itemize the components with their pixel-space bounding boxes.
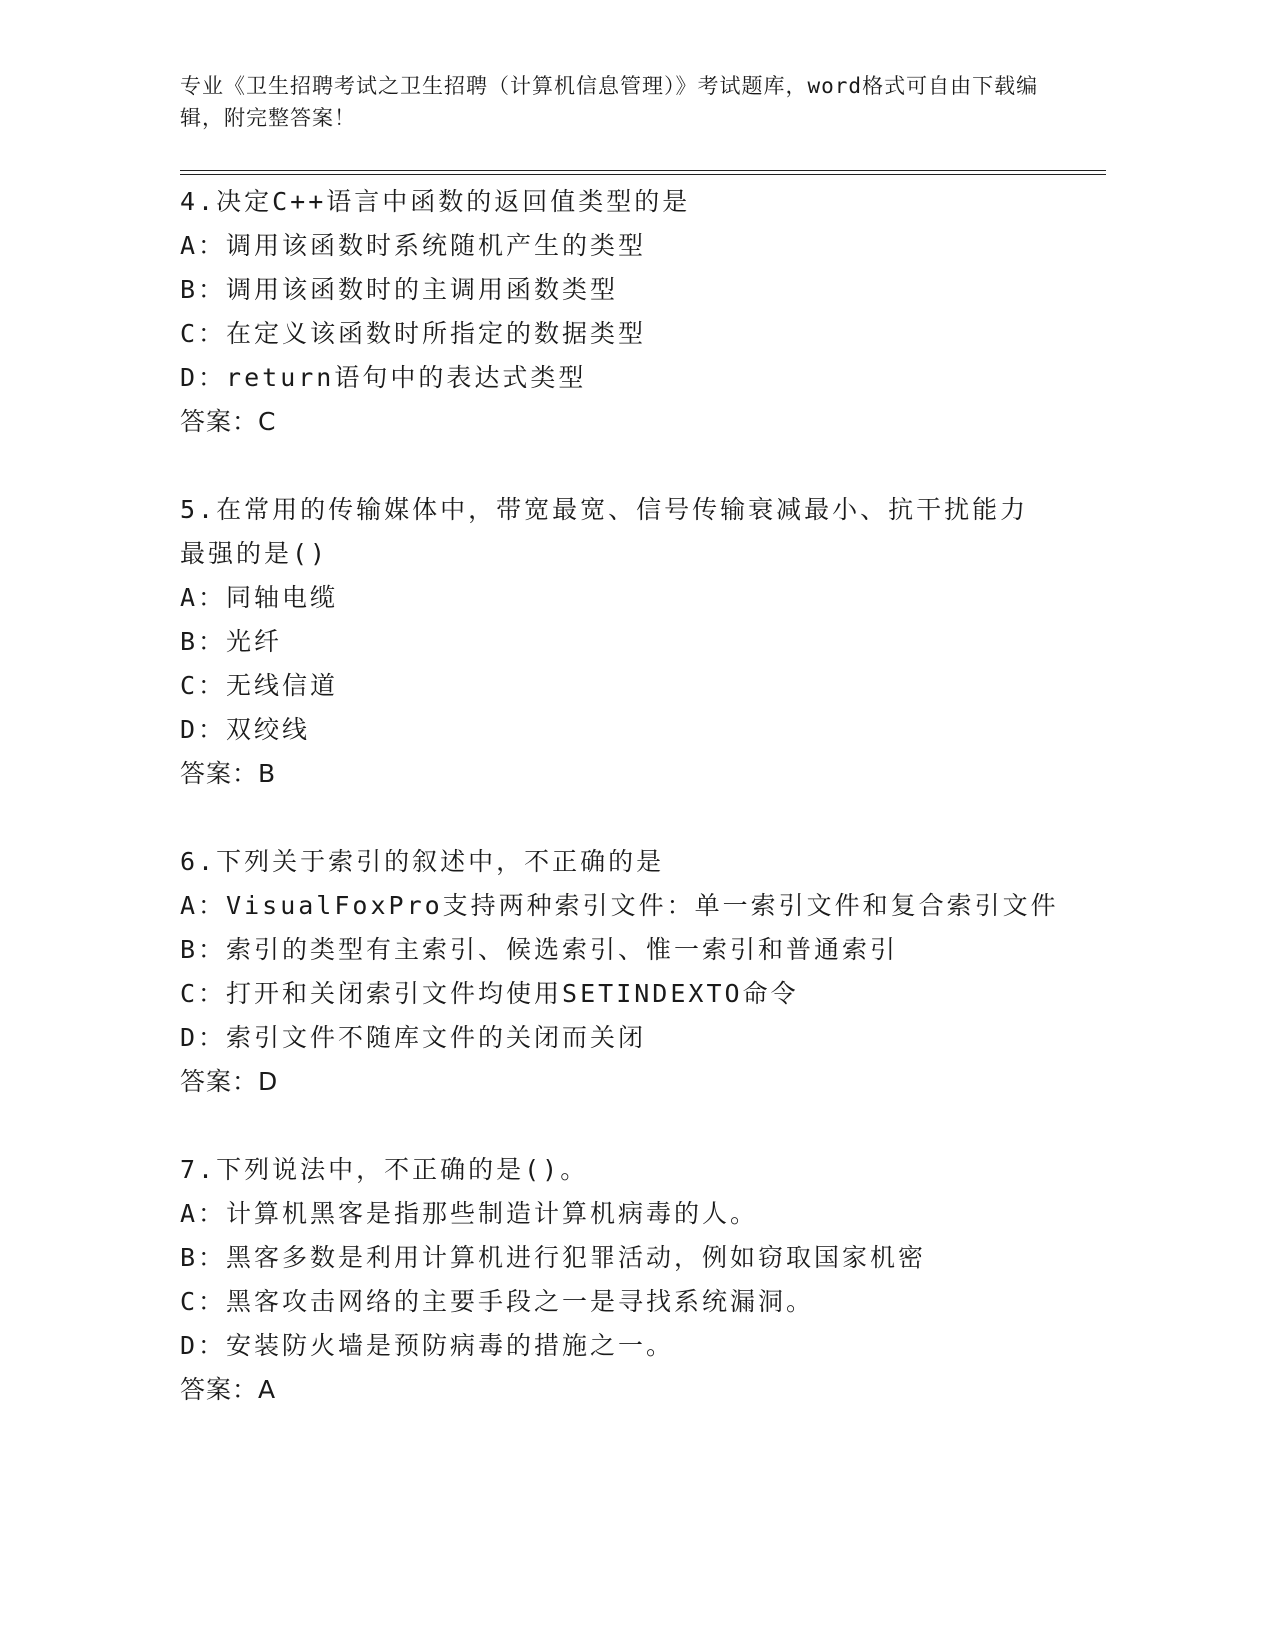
- option-b: B：黑客多数是利用计算机进行犯罪活动，例如窃取国家机密: [180, 1243, 927, 1272]
- question-5: [180, 488, 1040, 796]
- question-text: 4.决定C++语言中函数的返回值类型的是: [180, 187, 691, 216]
- option-b: B：索引的类型有主索引、候选索引、惟一索引和普通索引: [180, 935, 899, 964]
- question-text: 7.下列说法中，不正确的是()。: [180, 1155, 589, 1184]
- answer-line: 答案：B: [180, 759, 277, 788]
- option-d: D：双绞线: [180, 715, 311, 744]
- option-b: B：光纤: [180, 627, 283, 656]
- question-4: [180, 180, 1040, 444]
- question-list: [180, 180, 1059, 1456]
- question-6: [180, 840, 1059, 1104]
- question-7: [180, 1148, 1040, 1412]
- option-d: D：安装防火墙是预防病毒的措施之一。: [180, 1331, 675, 1360]
- header-divider-bottom: [180, 174, 1106, 175]
- question-text: 6.下列关于索引的叙述中，不正确的是: [180, 847, 665, 876]
- answer-line: 答案：C: [180, 407, 277, 436]
- option-a: A：同轴电缆: [180, 583, 339, 612]
- option-c: C：在定义该函数时所指定的数据类型: [180, 319, 647, 348]
- header-divider-top: [180, 170, 1106, 171]
- option-d: D：return语句中的表达式类型: [180, 363, 587, 392]
- option-a: A：计算机黑客是指那些制造计算机病毒的人。: [180, 1199, 759, 1228]
- option-d: D：索引文件不随库文件的关闭而关闭: [180, 1023, 647, 1052]
- option-b: B：调用该函数时的主调用函数类型: [180, 275, 619, 304]
- option-c: C：打开和关闭索引文件均使用SETINDEXTO命令: [180, 979, 799, 1008]
- question-text: 5.在常用的传输媒体中，带宽最宽、信号传输衰减最小、抗干扰能力最强的是(): [180, 495, 1029, 568]
- option-a: A：VisualFoxPro支持两种索引文件：单一索引文件和复合索引文件: [180, 891, 1059, 920]
- option-a: A：调用该函数时系统随机产生的类型: [180, 231, 647, 260]
- answer-line: 答案：D: [180, 1067, 279, 1096]
- option-c: C：黑客攻击网络的主要手段之一是寻找系统漏洞。: [180, 1287, 815, 1316]
- answer-line: 答案：A: [180, 1375, 277, 1404]
- document-header: 专业《卫生招聘考试之卫生招聘（计算机信息管理）》考试题库，word格式可自由下载编辑，附完整答案！: [180, 74, 1039, 130]
- option-c: C：无线信道: [180, 671, 339, 700]
